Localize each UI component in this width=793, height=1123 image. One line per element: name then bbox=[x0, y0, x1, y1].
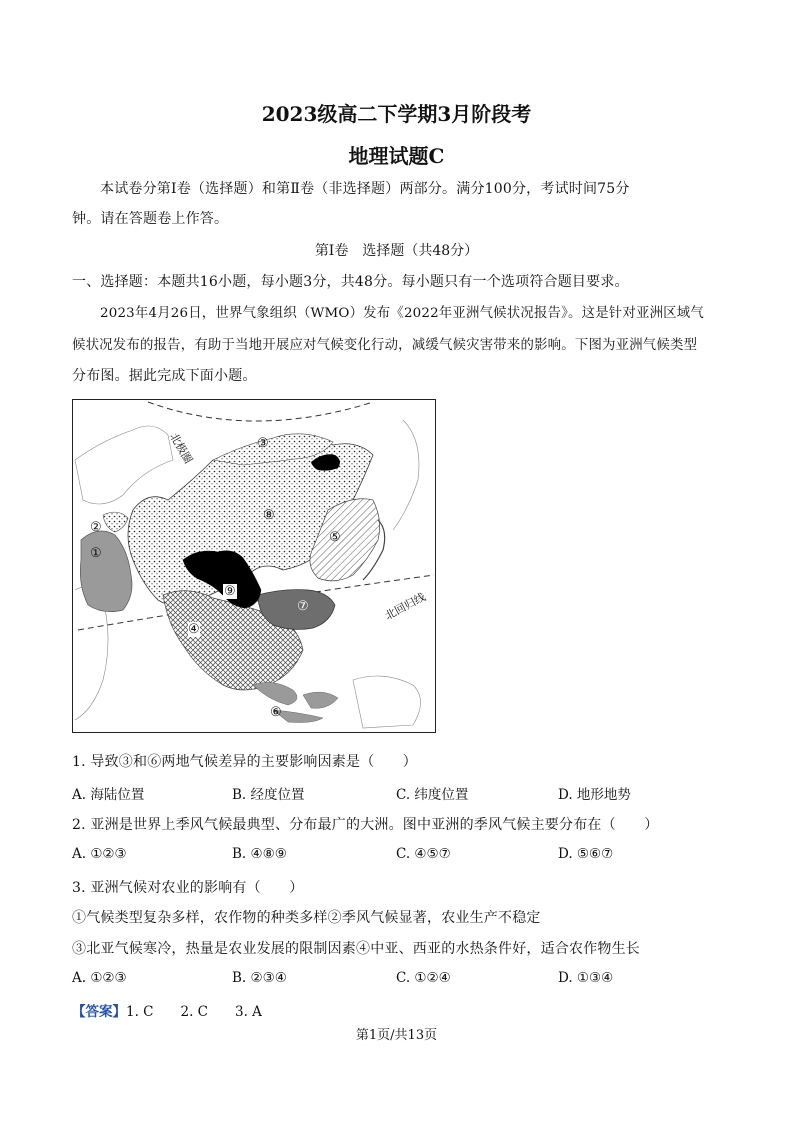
label-7: ⑦ bbox=[297, 599, 309, 614]
answer-text: 1. C 2. C 3. A bbox=[126, 1004, 262, 1020]
q3-option-a: A. ①②③ bbox=[72, 970, 127, 986]
q2-option-d: D. ⑤⑥⑦ bbox=[558, 846, 614, 862]
region-2 bbox=[103, 512, 128, 532]
answer-line bbox=[72, 1000, 262, 1020]
question-2-stem: 2. 亚洲是世界上季风气候最典型、分布最广的大洲。图中亚洲的季风气候主要分布在（ ） bbox=[72, 817, 659, 833]
arctic-circle-line bbox=[148, 402, 373, 421]
q1-option-a: A. 海陆位置 bbox=[72, 787, 145, 803]
section-heading: 第Ⅰ卷 选择题（共48分） bbox=[314, 243, 479, 259]
q2-option-a: A. ①②③ bbox=[72, 846, 127, 862]
q3-option-d: D. ①③④ bbox=[558, 970, 614, 986]
passage-line-3: 分布图。据此完成下面小题。 bbox=[72, 368, 257, 384]
q1-option-d: D. 地形地势 bbox=[558, 787, 631, 803]
exam-title: 2023级高二下学期3月阶段考 bbox=[261, 102, 532, 126]
passage-line-2: 候状况发布的报告，有助于当地开展应对气候变化行动，减缓气候灾害带来的影响。下图为亚洲气候类型 bbox=[72, 338, 698, 353]
intro-line-2: 钟。请在答题卷上作答。 bbox=[72, 211, 229, 227]
q3-option-b: B. ②③④ bbox=[232, 970, 287, 986]
label-1: ① bbox=[90, 546, 102, 561]
section-instruction: 一、选择题：本题共16小题，每小题3分，共48分。每小题只有一个选项符合题目要求。 bbox=[72, 274, 629, 290]
label-3: ③ bbox=[257, 436, 269, 451]
region-1 bbox=[80, 531, 132, 612]
q1-option-b: B. 经度位置 bbox=[232, 787, 305, 803]
answer-tag: 【答案】 bbox=[72, 1004, 126, 1020]
asia-climate-map bbox=[72, 399, 436, 733]
q3-statement-1: ①气候类型复杂多样，农作物的种类多样②季风气候显著，农业生产不稳定 bbox=[72, 910, 541, 926]
q1-option-c: C. 纬度位置 bbox=[396, 787, 469, 803]
question-3-stem: 3. 亚洲气候对农业的影响有（ ） bbox=[72, 880, 304, 896]
question-1-stem: 1. 导致③和⑥两地气候差异的主要影响因素是（ ） bbox=[72, 754, 418, 770]
arctic-circle-label: 北极圈 bbox=[167, 430, 195, 466]
label-5: ⑤ bbox=[329, 530, 341, 545]
q3-option-c: C. ①②④ bbox=[396, 970, 451, 986]
label-8: ⑧ bbox=[263, 508, 275, 523]
intro-line-1: 本试卷分第Ⅰ卷（选择题）和第Ⅱ卷（非选择题）两部分。满分100分，考试时间75分 bbox=[100, 181, 630, 197]
page-footer: 第1页/共13页 bbox=[355, 1028, 438, 1043]
passage-line-1: 2023年4月26日，世界气象组织（WMO）发布《2022年亚洲气候状况报告》。这是针对亚洲区域气 bbox=[100, 306, 704, 321]
label-2: ② bbox=[90, 520, 102, 535]
label-9: ⑨ bbox=[224, 584, 236, 599]
q3-statement-2: ③北亚气候寒冷，热量是农业发展的限制因素④中亚、西亚的水热条件好，适合农作物生长 bbox=[72, 941, 640, 957]
tropic-label: 北回归线 bbox=[382, 590, 428, 623]
exam-subtitle: 地理试题C bbox=[348, 144, 445, 168]
label-4: ④ bbox=[188, 622, 200, 637]
q2-option-c: C. ④⑤⑦ bbox=[396, 846, 451, 862]
q2-option-b: B. ④⑧⑨ bbox=[232, 846, 287, 862]
label-6: ⑥ bbox=[270, 705, 282, 720]
region-6 bbox=[253, 682, 338, 722]
